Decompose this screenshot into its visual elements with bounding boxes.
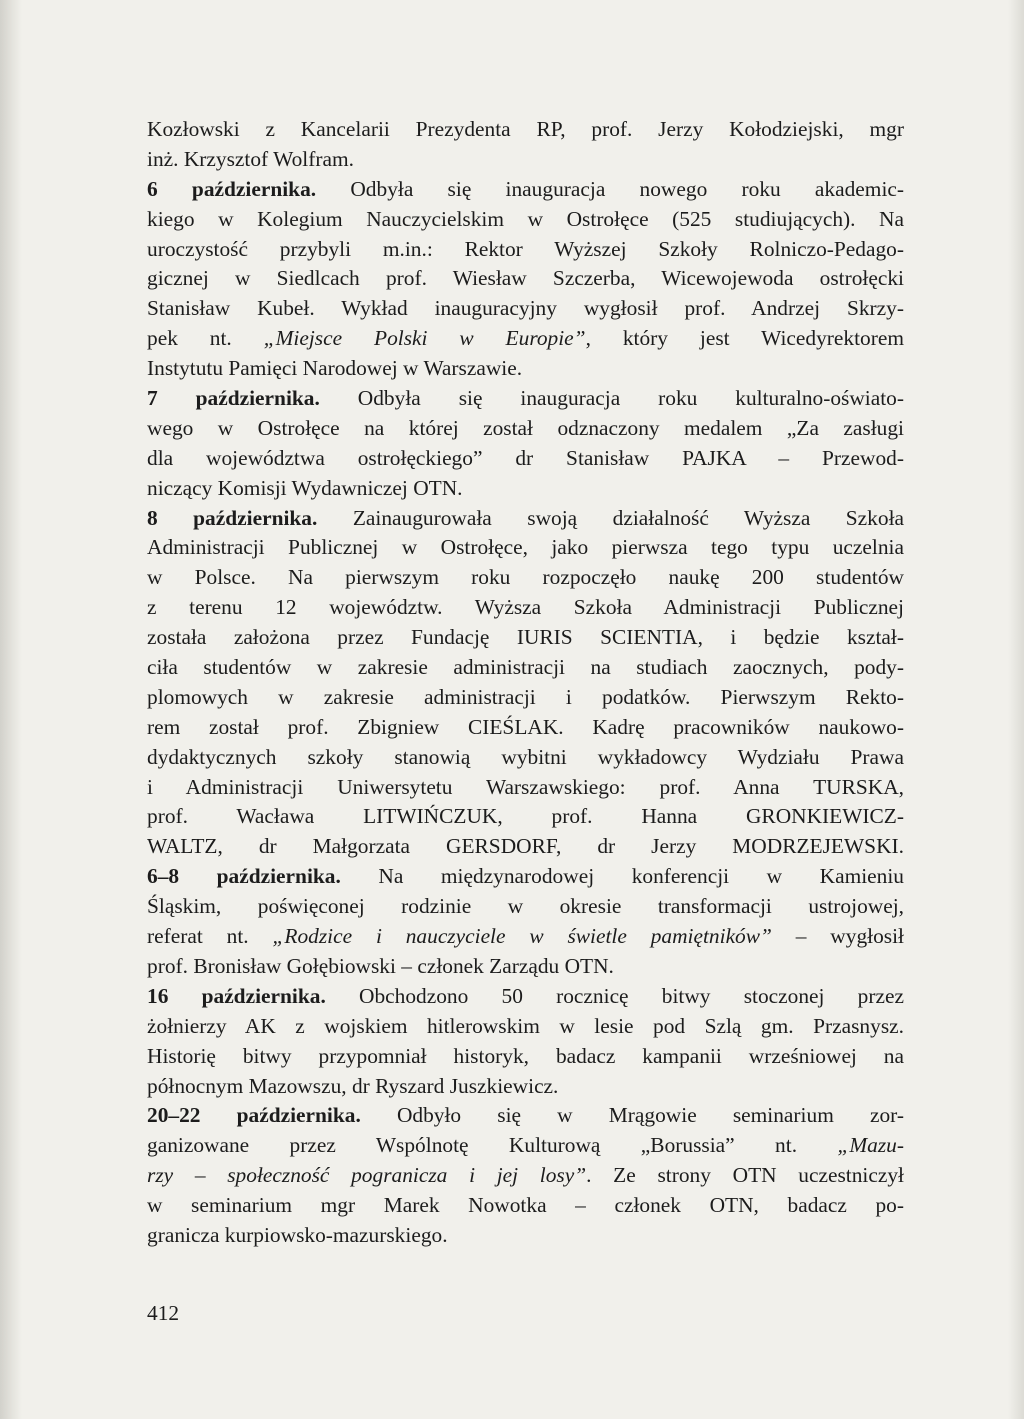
text-line xyxy=(147,533,904,563)
text-run: rem został prof. Zbigniew CIEŚLAK. Kadrę pracowników naukowo- xyxy=(147,714,904,739)
text-run: granicza kurpiowsko-mazurskiego. xyxy=(147,1222,448,1247)
page-body-text xyxy=(147,115,904,1251)
text-line xyxy=(147,982,904,1012)
text-run: w Polsce. Na pierwszym roku rozpoczęło naukę 200 studentów xyxy=(147,565,904,590)
text-run: prof. Wacława LITWIŃCZUK, prof. Hanna GRONKIEWICZ- xyxy=(147,804,904,829)
text-run: WALTZ, dr Małgorzata GERSDORF, dr Jerzy MODRZEJEWSKI. xyxy=(147,834,904,859)
text-line xyxy=(147,205,904,235)
text-run: Na międzynarodowej konferencji w Kamieniu xyxy=(340,864,905,889)
text-line xyxy=(147,1131,904,1161)
text-line xyxy=(147,444,904,474)
text-run: Odbyła się inauguracja roku kulturalno-oświato- xyxy=(319,386,904,411)
text-line xyxy=(147,832,904,862)
text-run: w seminarium mgr Marek Nowotka – członek OTN, badacz po- xyxy=(147,1193,904,1218)
title-italic: rzy – społeczność pogranicza i jej losy” xyxy=(147,1163,587,1188)
text-run: . Ze strony OTN uczestniczył xyxy=(586,1163,904,1188)
entry-date: 7 października. xyxy=(147,386,320,411)
text-run: Historię bitwy przypomniał historyk, badacz kampanii wrześniowej na xyxy=(147,1043,904,1068)
text-line xyxy=(147,743,904,773)
text-line xyxy=(147,1161,904,1191)
text-line xyxy=(147,474,904,504)
text-run: Instytutu Pamięci Narodowej w Warszawie. xyxy=(147,356,523,381)
text-run: Obchodzono 50 rocznicę bitwy stoczonej przez xyxy=(325,983,904,1008)
text-line xyxy=(147,623,904,653)
text-line xyxy=(147,324,904,354)
text-run: kiego w Kolegium Nauczycielskim w Ostrołęce (525 studiujących). Na xyxy=(147,206,904,231)
page-edge-shadow xyxy=(1008,0,1024,1419)
text-line xyxy=(147,653,904,683)
text-line xyxy=(147,354,904,384)
title-italic: „Miejsce Polski w Europie” xyxy=(263,326,586,351)
text-line xyxy=(147,802,904,832)
text-run: Administracji Publicznej w Ostrołęce, jako pierwsza tego typu uczelnia xyxy=(147,535,904,560)
text-line xyxy=(147,145,904,175)
title-italic: „Mazu- xyxy=(837,1133,904,1158)
page-number: 412 xyxy=(147,1301,180,1325)
text-run: Odbyła się inauguracja nowego roku akademic- xyxy=(316,176,905,201)
text-run: ciła studentów w zakresie administracji na studiach zaocznych, pody- xyxy=(147,655,904,680)
text-run: gicznej w Siedlcach prof. Wiesław Szczerba, Wicewojewoda ostrołęcki xyxy=(147,266,904,291)
entry-date: 8 października. xyxy=(147,505,318,530)
text-run: plomowych w zakresie administracji i podatków. Pierwszym Rekto- xyxy=(147,684,904,709)
text-run: żołnierzy AK z wojskiem hitlerowskim w lesie pod Szlą gm. Przasnysz. xyxy=(147,1013,904,1038)
text-line xyxy=(147,115,904,145)
text-run: północnym Mazowszu, dr Ryszard Juszkiewicz. xyxy=(147,1073,559,1098)
text-run: , który jest Wicedyrektorem xyxy=(585,326,904,351)
text-line xyxy=(147,773,904,803)
page-gutter-shadow xyxy=(0,0,22,1419)
text-line xyxy=(147,1221,904,1251)
text-line xyxy=(147,504,904,534)
text-run: Kozłowski z Kancelarii Prezydenta RP, prof. Jerzy Kołodziejski, mgr xyxy=(147,117,904,141)
text-line xyxy=(147,713,904,743)
text-line xyxy=(147,862,904,892)
text-run: ganizowane przez Wspólnotę Kulturową „Borussia” nt. xyxy=(147,1133,838,1158)
text-line xyxy=(147,563,904,593)
text-run: z terenu 12 województw. Wyższa Szkoła Administracji Publicznej xyxy=(147,595,904,620)
text-run: Stanisław Kubeł. Wykład inauguracyjny wygłosił prof. Andrzej Skrzy- xyxy=(147,296,904,321)
text-line xyxy=(147,952,904,982)
text-line xyxy=(147,683,904,713)
text-line xyxy=(147,384,904,414)
text-run: została założona przez Fundację IURIS SCIENTIA, i będzie kształ- xyxy=(147,625,904,650)
title-italic: „Rodzice i nauczyciele w świetle pamiętników” xyxy=(272,924,772,949)
text-run: niczący Komisji Wydawniczej OTN. xyxy=(147,475,463,500)
entry-date: 16 października. xyxy=(147,983,326,1008)
text-run: uroczystość przybyli m.in.: Rektor Wyższej Szkoły Rolniczo-Pedago- xyxy=(147,236,904,261)
text-line xyxy=(147,235,904,265)
text-line xyxy=(147,1012,904,1042)
text-line xyxy=(147,593,904,623)
text-line xyxy=(147,1191,904,1221)
text-line xyxy=(147,922,904,952)
text-run: wego w Ostrołęce na której został odznaczony medalem „Za zasługi xyxy=(147,415,904,440)
entry-date: 20–22 października. xyxy=(147,1103,361,1128)
text-run: pek nt. xyxy=(147,326,264,351)
text-run: dydaktycznych szkoły stanowią wybitni wykładowcy Wydziału Prawa xyxy=(147,744,904,769)
text-run: prof. Bronisław Gołębiowski – członek Zarządu OTN. xyxy=(147,953,614,978)
text-line xyxy=(147,264,904,294)
text-run: inż. Krzysztof Wolfram. xyxy=(147,146,354,171)
text-run: Odbyło się w Mrągowie seminarium zor- xyxy=(360,1103,904,1128)
text-line xyxy=(147,175,904,205)
text-line xyxy=(147,1072,904,1102)
text-run: i Administracji Uniwersytetu Warszawskiego: prof. Anna TURSKA, xyxy=(147,774,904,799)
text-line xyxy=(147,414,904,444)
text-line xyxy=(147,1101,904,1131)
entry-date: 6 października. xyxy=(147,176,317,201)
text-run: Śląskim, poświęconej rodzinie w okresie transformacji ustrojowej, xyxy=(147,894,904,919)
text-run: Zainaugurowała swoją działalność Wyższa Szkoła xyxy=(317,505,905,530)
text-line xyxy=(147,294,904,324)
text-run: referat nt. xyxy=(147,924,273,949)
text-run: – wygłosił xyxy=(771,924,904,949)
text-line xyxy=(147,1042,904,1072)
entry-date: 6–8 października. xyxy=(147,864,341,889)
text-line xyxy=(147,892,904,922)
text-run: dla województwa ostrołęckiego” dr Stanisław PAJKA – Przewod- xyxy=(147,445,904,470)
